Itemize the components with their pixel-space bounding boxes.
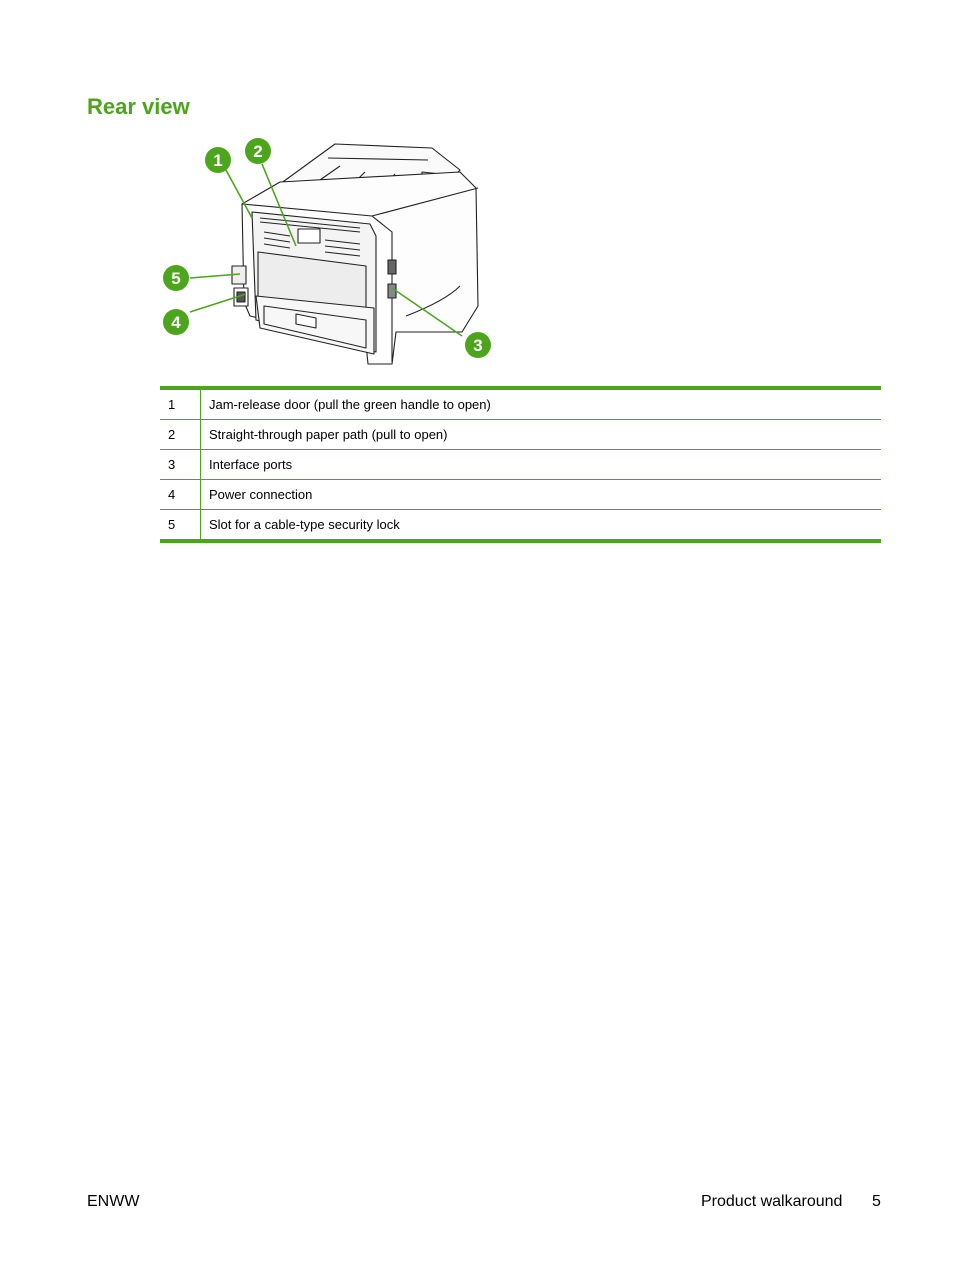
- callout-5: 5: [171, 269, 181, 288]
- footer-doc-code: ENWW: [87, 1193, 140, 1210]
- row-description: Straight-through paper path (pull to open): [201, 420, 882, 450]
- table-row: [160, 420, 881, 450]
- row-number: 3: [160, 450, 201, 480]
- callout-3: 3: [473, 336, 483, 355]
- row-description: Interface ports: [201, 450, 882, 480]
- row-description: Power connection: [201, 480, 882, 510]
- callout-1: 1: [213, 151, 223, 170]
- footer-page-number: 5: [872, 1193, 881, 1210]
- callout-4: 4: [171, 313, 181, 332]
- section-heading: Rear view: [87, 94, 190, 119]
- table-row: [160, 388, 881, 420]
- callout-table: [160, 386, 881, 543]
- row-number: 4: [160, 480, 201, 510]
- table-row: [160, 480, 881, 510]
- table-row: [160, 510, 881, 542]
- row-description: Jam-release door (pull the green handle to open): [201, 388, 882, 420]
- row-description: Slot for a cable-type security lock: [209, 517, 400, 532]
- row-number: 2: [160, 420, 201, 450]
- printer-rear-view-illustration: [160, 136, 500, 368]
- footer-section-title: Product walkaround: [701, 1193, 843, 1210]
- table-row: [160, 450, 881, 480]
- callout-2: 2: [253, 142, 263, 161]
- row-number: 5: [160, 510, 201, 542]
- row-number: 1: [160, 388, 201, 420]
